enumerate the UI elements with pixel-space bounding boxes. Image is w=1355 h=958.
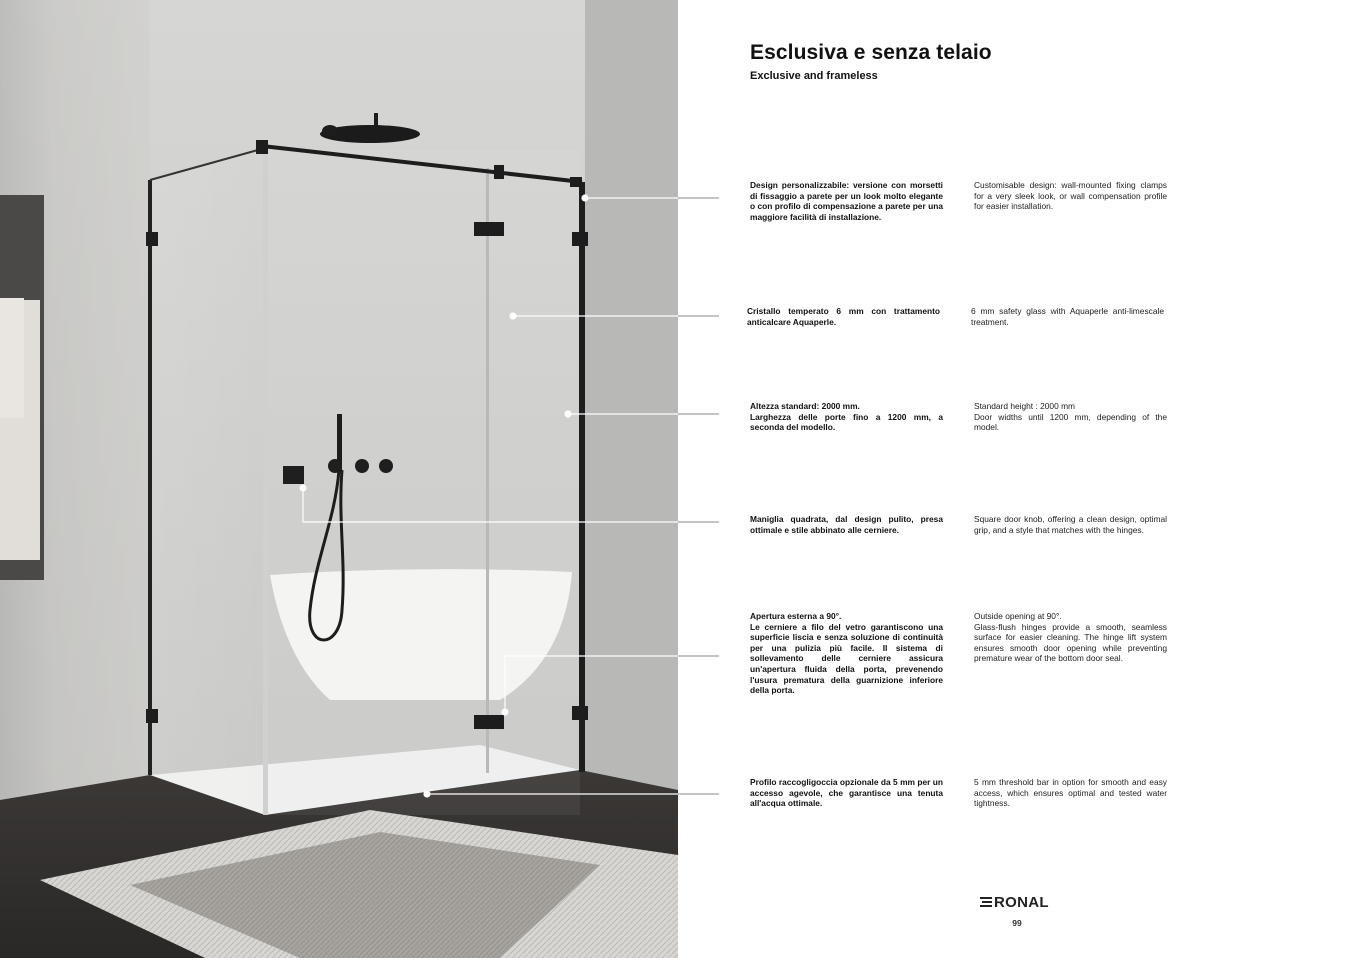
feature-threshold-it (750, 777, 943, 809)
feature-dimensions-it (750, 401, 943, 433)
feature-glass-it (747, 306, 940, 327)
feature-clamps-it (750, 180, 943, 222)
feature-text: 6 mm safety glass with Aquaperle anti-limescale treatment. (971, 306, 1164, 327)
feature-text: Customisable design: wall-mounted fixing clamps for a very sleek look, or wall compensation profile for easier installation. (974, 180, 1167, 212)
feature-dimensions-en (974, 401, 1167, 433)
feature-hinges-en (974, 611, 1167, 664)
feature-text: Square door knob, offering a clean design, optimal grip, and a style that matches with the hinges. (974, 514, 1167, 535)
feature-glass-en (971, 306, 1164, 327)
feature-knob-en (974, 514, 1167, 535)
feature-text: 5 mm threshold bar in option for smooth and easy access, which ensures optimal and tested water tightness. (974, 777, 1167, 809)
feature-text: Apertura esterna a 90°. (750, 611, 842, 621)
page-subtitle: Exclusive and frameless (750, 70, 878, 82)
page-number: 99 (1012, 918, 1022, 928)
feature-text: Glass-flush hinges provide a smooth, seamless surface for easier cleaning. The hinge lift system ensures smooth door opening while preventing premature wear of the bottom door seal. (974, 621, 1167, 664)
feature-text: Standard height : 2000 mm (974, 401, 1076, 411)
feature-clamps-en (974, 180, 1167, 212)
brand-logo (980, 893, 1049, 911)
page-title: Esclusiva e senza telaio (750, 41, 992, 64)
feature-text: Profilo raccogligoccia opzionale da 5 mm per un accesso agevole, che garantisce una tenuta all'acqua ottimale. (750, 777, 943, 809)
feature-text: Altezza standard: 2000 mm. (750, 401, 860, 411)
feature-hinges-it (750, 611, 943, 696)
feature-text: Outside opening at 90°. (974, 611, 1062, 621)
feature-text: Cristallo temperato 6 mm con trattamento anticalcare Aquaperle. (747, 306, 940, 327)
feature-text: Larghezza delle porte fino a 1200 mm, a seconda del modello. (750, 411, 943, 433)
feature-text: Le cerniere a filo del vetro garantiscono una superficie liscia e senza soluzione di continuità per una pulizia più facile. Il sistema di sollevamento delle cerniere assicura un'apertura fluida della porta, prevenendo l'usura prematura della guarnizione inferiore della porta. (750, 621, 943, 696)
feature-text: Door widths until 1200 mm, depending of the model. (974, 411, 1167, 433)
feature-text: Design personalizzabile: versione con morsetti di fissaggio a parete per un look molto elegante o con profilo di compensazione a parete per una maggiore facilità di installazione. (750, 180, 943, 222)
feature-text: Maniglia quadrata, dal design pulito, presa ottimale e stile abbinato alle cerniere. (750, 514, 943, 535)
feature-threshold-en (974, 777, 1167, 809)
brand-name: RONAL (994, 893, 1049, 911)
brand-mark-icon (980, 896, 992, 908)
feature-knob-it (750, 514, 943, 535)
